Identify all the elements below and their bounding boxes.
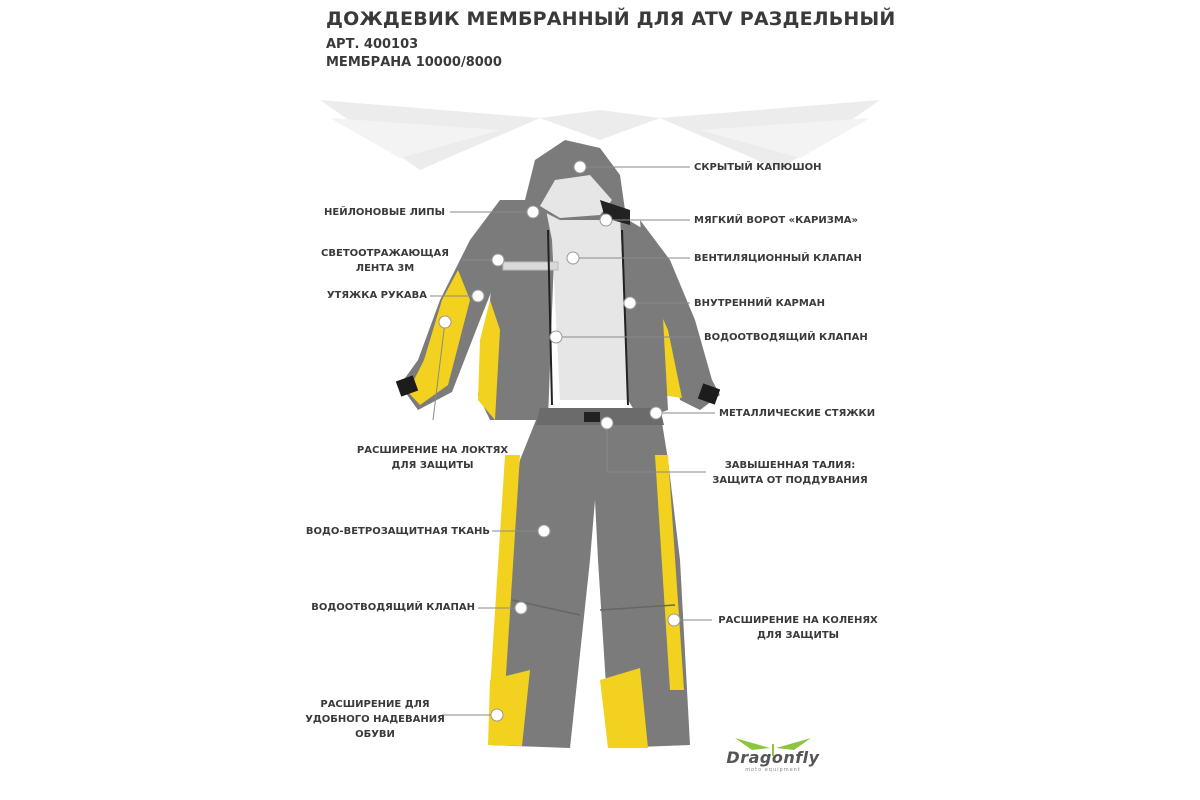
callout-soft-collar: МЯГКИЙ ВОРОТ «КАРИЗМА» [694,215,858,226]
callout-waist-line2: ЗАЩИТА ОТ ПОДДУВАНИЯ [712,475,868,486]
callout-elbow-line2: ДЛЯ ЗАЩИТЫ [391,460,474,471]
membrane-spec: МЕМБРАНА 10000/8000 [326,55,502,70]
callout-boot-line3: ОБУВИ [355,729,395,740]
callout-boot-expansion [305,697,445,742]
callout-metal-ties: МЕТАЛЛИЧЕСКИЕ СТЯЖКИ [719,408,876,419]
callout-drain-flap-pants: ВОДООТВОДЯЩИЙ КЛАПАН [311,602,475,613]
brand-name: Dragonfly [726,748,820,767]
callout-knee-line1: РАСШИРЕНИЕ НА КОЛЕНЯХ [718,615,878,626]
callout-reflective-line1: СВЕТООТРАЖАЮЩАЯ [321,248,449,259]
callout-waist-line1: ЗАВЫШЕННАЯ ТАЛИЯ: [724,460,856,471]
callout-elbow-line1: РАСШИРЕНИЕ НА ЛОКТЯХ [356,445,509,456]
callout-knee-line2: ДЛЯ ЗАЩИТЫ [756,630,840,641]
product-title: ДОЖДЕВИК МЕМБРАННЫЙ ДЛЯ ATV РАЗДЕЛЬНЫЙ [326,8,896,30]
brand-tagline: moto equipment [745,767,801,773]
callout-reflective-tape [310,246,460,276]
jacket [396,140,720,420]
callout-sleeve-cinch: УТЯЖКА РУКАВА [326,290,427,301]
callout-elbow-expansion [350,443,515,473]
brand-logo [713,748,833,773]
callout-reflective-line2: ЛЕНТА 3М [355,263,415,274]
callout-vent-flap: ВЕНТИЛЯЦИОННЫЙ КЛАПАН [694,253,862,264]
article-number: АРТ. 400103 [326,37,419,52]
pants [488,408,690,748]
callout-drain-flap-jacket: ВОДООТВОДЯЩИЙ КЛАПАН [704,332,868,343]
callout-inner-pocket: ВНУТРЕННИЙ КАРМАН [694,298,825,309]
callout-fabric: ВОДО-ВЕТРОЗАЩИТНАЯ ТКАНЬ [305,526,490,537]
callout-knee-expansion [708,613,888,643]
callout-hidden-hood: СКРЫТЫЙ КАПЮШОН [694,162,822,173]
callout-high-waist [700,458,880,488]
callout-boot-line1: РАСШИРЕНИЕ ДЛЯ [320,699,430,710]
callout-boot-line2: УДОБНОГО НАДЕВАНИЯ [305,714,445,725]
callout-nylon-velcro: НЕЙЛОНОВЫЕ ЛИПЫ [324,207,445,218]
